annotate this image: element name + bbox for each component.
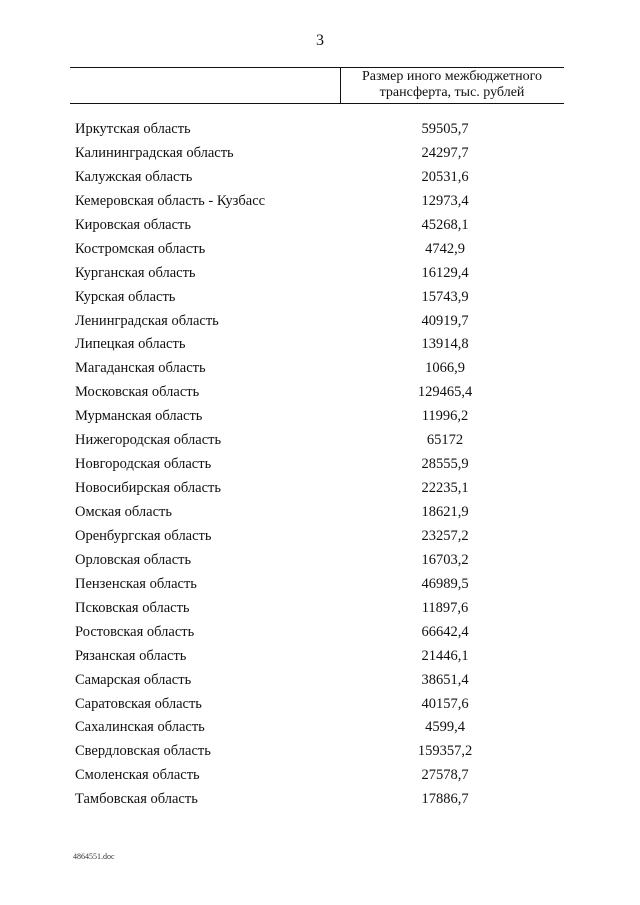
table-row xyxy=(0,118,640,142)
region-name: Ленинградская область xyxy=(75,312,219,329)
transfer-amount: 20531,6 xyxy=(421,168,469,185)
transfer-amount: 13914,8 xyxy=(421,336,469,353)
region-name: Московская область xyxy=(75,384,200,401)
table-row xyxy=(0,597,640,621)
region-name: Омская область xyxy=(75,504,172,520)
table-row xyxy=(0,693,640,717)
table-row xyxy=(0,453,640,477)
transfer-amount: 28555,9 xyxy=(421,456,469,473)
transfer-amount: 11897,6 xyxy=(421,599,469,616)
transfer-amount: 24297,7 xyxy=(421,144,469,161)
transfer-amount: 12973,4 xyxy=(421,192,469,209)
table-row xyxy=(0,525,640,549)
table-row xyxy=(0,357,640,381)
transfer-amount: 1066,9 xyxy=(425,360,465,377)
table-row xyxy=(0,166,640,190)
table-row xyxy=(0,549,640,573)
footer-document-code: 4864551.doc xyxy=(73,852,115,861)
region-name: Нижегородская область xyxy=(75,432,222,449)
table-row xyxy=(0,405,640,429)
table-row xyxy=(0,740,640,764)
table-header-bottom-rule xyxy=(70,103,564,104)
table-row xyxy=(0,429,640,453)
region-name: Липецкая область xyxy=(75,336,186,353)
region-name: Смоленская область xyxy=(75,767,200,784)
transfer-amount: 45268,1 xyxy=(421,216,469,233)
transfer-amount: 46989,5 xyxy=(421,575,469,592)
table-row xyxy=(0,573,640,597)
transfer-amount: 65172 xyxy=(426,432,464,449)
region-name: Сахалинская область xyxy=(75,719,205,736)
table-row xyxy=(0,214,640,238)
transfer-amount: 16129,4 xyxy=(421,264,469,281)
region-name: Курганская область xyxy=(75,264,196,281)
table-row xyxy=(0,262,640,286)
transfer-amount: 40919,7 xyxy=(421,312,469,329)
transfer-amount: 38651,4 xyxy=(421,671,469,688)
region-name: Иркутская область xyxy=(75,121,191,137)
transfer-amount: 66642,4 xyxy=(421,623,469,640)
table-row xyxy=(0,645,640,669)
region-name: Оренбургская область xyxy=(75,527,212,544)
table-row xyxy=(0,621,640,645)
region-name: Орловская область xyxy=(75,551,192,568)
region-name: Мурманская область xyxy=(75,408,203,425)
transfer-amount: 11996,2 xyxy=(421,408,469,425)
table-row xyxy=(0,716,640,740)
region-name: Псковская область xyxy=(75,599,190,616)
transfer-amount: 159357,2 xyxy=(417,743,473,760)
transfer-amount: 23257,2 xyxy=(421,527,469,544)
table-row xyxy=(0,788,640,812)
region-name: Новгородская область xyxy=(75,456,212,473)
region-name: Ростовская область xyxy=(75,623,195,640)
transfer-amount: 15743,9 xyxy=(421,288,469,305)
table-row xyxy=(0,764,640,788)
region-name: Рязанская область xyxy=(75,647,187,664)
transfer-amount: 22235,1 xyxy=(421,480,469,497)
table-row xyxy=(0,238,640,262)
region-name: Тамбовская область xyxy=(75,791,198,808)
region-name: Свердловская область xyxy=(75,743,211,760)
table-row xyxy=(0,669,640,693)
table-row xyxy=(0,190,640,214)
table-row xyxy=(0,477,640,501)
region-name: Кемеровская область - Кузбасс xyxy=(75,192,266,209)
table-header-value-column: Размер иного межбюджетного трансферта, тыс. рублей xyxy=(361,69,543,100)
region-name: Саратовская область xyxy=(75,695,202,712)
table-row xyxy=(0,381,640,405)
transfer-amount: 4742,9 xyxy=(425,240,465,257)
table-row xyxy=(0,286,640,310)
transfer-amount: 18621,9 xyxy=(421,504,469,520)
region-name: Кировская область xyxy=(75,216,192,233)
transfer-amount: 129465,4 xyxy=(417,384,473,401)
transfer-amount: 16703,2 xyxy=(421,551,469,568)
region-name: Курская область xyxy=(75,288,176,305)
table-header-divider xyxy=(340,67,341,103)
table-row xyxy=(0,501,640,525)
region-name: Пензенская область xyxy=(75,575,197,592)
table-row xyxy=(0,142,640,166)
page-number: 3 xyxy=(316,32,324,49)
transfer-amount: 17886,7 xyxy=(421,791,469,808)
region-name: Калужская область xyxy=(75,168,193,185)
region-name: Костромская область xyxy=(75,240,206,257)
table-body xyxy=(0,118,640,812)
region-name: Новосибирская область xyxy=(75,480,221,497)
table-header-top-rule xyxy=(70,67,564,68)
table-row xyxy=(0,333,640,357)
transfer-amount: 40157,6 xyxy=(421,695,469,712)
region-name: Калининградская область xyxy=(75,144,234,161)
transfer-amount: 27578,7 xyxy=(421,767,469,784)
region-name: Магаданская область xyxy=(75,360,206,377)
transfer-amount: 59505,7 xyxy=(421,121,469,137)
region-name: Самарская область xyxy=(75,671,192,688)
transfer-amount: 4599,4 xyxy=(425,719,465,736)
transfer-amount: 21446,1 xyxy=(421,647,469,664)
table-row xyxy=(0,310,640,334)
